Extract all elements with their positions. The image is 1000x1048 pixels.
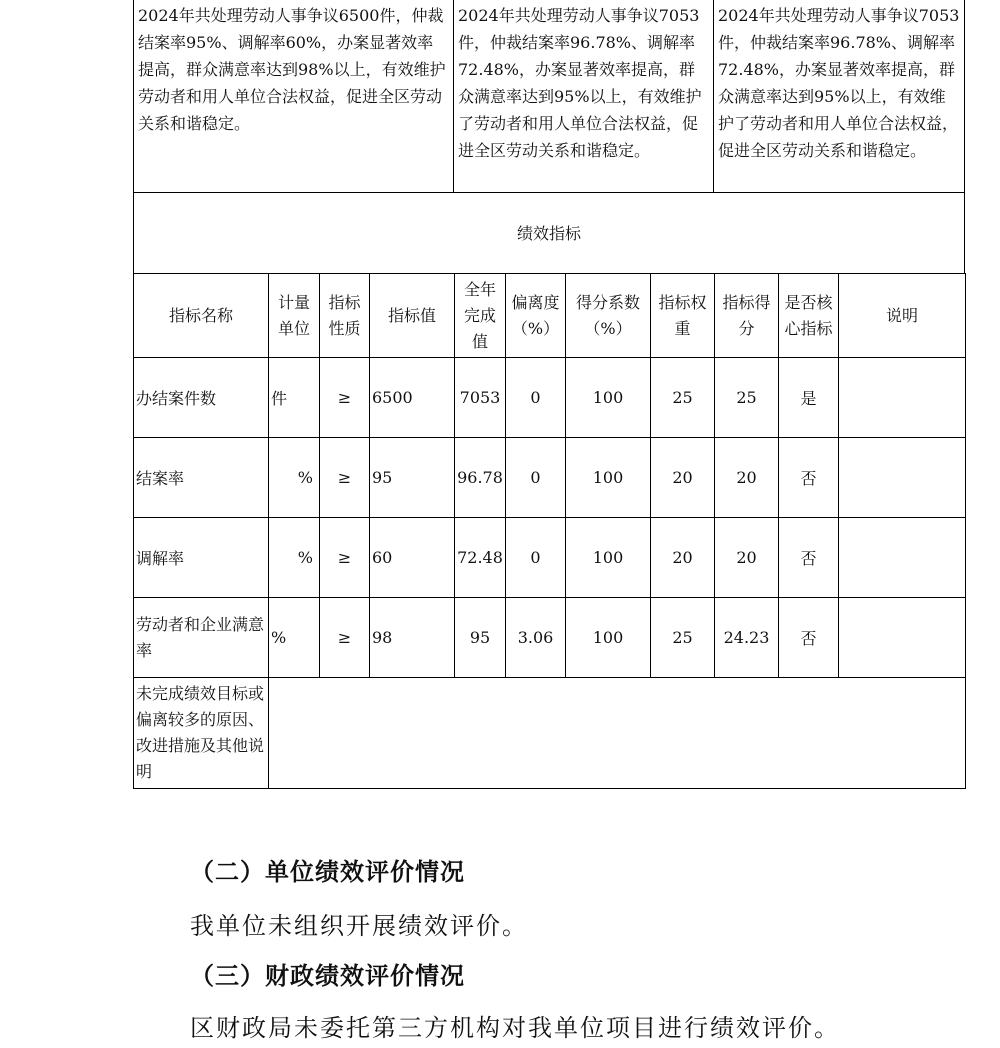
header-cell: 是否核心指标 <box>779 274 839 358</box>
indicator-target: 98 <box>370 598 455 678</box>
indicator-target: 60 <box>370 518 455 598</box>
indicator-deviation: 3.06 <box>506 598 566 678</box>
header-cell: 全年完成值 <box>455 274 506 358</box>
section-heading-finance-evaluation: （三）财政绩效评价情况 <box>190 961 465 990</box>
header-cell: 指标权重 <box>651 274 715 358</box>
performance-indicator-table <box>133 273 966 789</box>
indicator-weight: 20 <box>651 438 715 518</box>
indicator-target: 6500 <box>370 358 455 438</box>
indicator-name: 办结案件数 <box>134 358 269 438</box>
indicator-score: 20 <box>715 438 779 518</box>
indicator-note <box>839 438 966 518</box>
indicator-name: 劳动者和企业满意率 <box>134 598 269 678</box>
indicator-coefficient: 100 <box>566 438 651 518</box>
indicator-coefficient: 100 <box>566 518 651 598</box>
indicator-weight: 20 <box>651 518 715 598</box>
header-cell: 指标名称 <box>134 274 269 358</box>
indicator-actual: 96.78 <box>455 438 506 518</box>
footer-value <box>269 678 966 789</box>
indicator-deviation: 0 <box>506 438 566 518</box>
indicator-weight: 25 <box>651 358 715 438</box>
indicator-target: 95 <box>370 438 455 518</box>
indicator-core: 否 <box>779 518 839 598</box>
table-row <box>134 598 966 678</box>
indicator-weight: 25 <box>651 598 715 678</box>
header-cell: 偏离度（%） <box>506 274 566 358</box>
section-heading-unit-evaluation: （二）单位绩效评价情况 <box>190 857 465 886</box>
indicator-unit: % <box>269 598 320 678</box>
header-cell: 计量单位 <box>269 274 320 358</box>
indicator-core: 是 <box>779 358 839 438</box>
indicator-note <box>839 518 966 598</box>
indicator-score: 24.23 <box>715 598 779 678</box>
section-header-label: 绩效指标 <box>516 224 581 243</box>
indicator-unit: % <box>269 438 320 518</box>
header-cell: 得分系数（%） <box>566 274 651 358</box>
performance-indicators-header <box>133 192 965 274</box>
indicator-coefficient: 100 <box>566 598 651 678</box>
actual-result-text: 2024年共处理劳动人事争议7053件，仲裁结案率96.78%、调解率72.48%，办案显著效率提高，群众满意率达到95%以上，有效维护了劳动者和用人单位合法权益，促进全区劳动关系和谐稳定。 <box>454 0 714 192</box>
target-description-block <box>133 0 965 193</box>
indicator-coefficient: 100 <box>566 358 651 438</box>
indicator-nature: ≥ <box>320 358 370 438</box>
header-cell: 指标值 <box>370 274 455 358</box>
indicator-name: 结案率 <box>134 438 269 518</box>
indicator-deviation: 0 <box>506 518 566 598</box>
section-text-finance-evaluation: 区财政局未委托第三方机构对我单位项目进行绩效评价。 <box>190 1014 840 1042</box>
indicator-core: 否 <box>779 598 839 678</box>
header-cell: 说明 <box>839 274 966 358</box>
header-cell: 指标得分 <box>715 274 779 358</box>
section-text-unit-evaluation: 我单位未组织开展绩效评价。 <box>190 912 528 940</box>
indicator-note <box>839 358 966 438</box>
table-header-row <box>134 274 966 358</box>
header-cell: 指标性质 <box>320 274 370 358</box>
indicator-score: 25 <box>715 358 779 438</box>
annual-target-text: 2024年共处理劳动人事争议6500件，仲裁结案率95%、调解率60%，办案显著效率提高，群众满意率达到98%以上，有效维护劳动者和用人单位合法权益，促进全区劳动关系和谐稳定。 <box>134 0 454 192</box>
indicator-unit: % <box>269 518 320 598</box>
indicator-actual: 7053 <box>455 358 506 438</box>
indicator-note <box>839 598 966 678</box>
indicator-unit: 件 <box>269 358 320 438</box>
indicator-actual: 72.48 <box>455 518 506 598</box>
indicator-actual: 95 <box>455 598 506 678</box>
indicator-deviation: 0 <box>506 358 566 438</box>
footer-label: 未完成绩效目标或偏离较多的原因、改进措施及其他说明 <box>134 678 269 789</box>
indicator-name: 调解率 <box>134 518 269 598</box>
completion-summary-text: 2024年共处理劳动人事争议7053件，仲裁结案率96.78%、调解率72.48%，办案显著效率提高，群众满意率达到95%以上，有效维护了劳动者和用人单位合法权益，促进全区劳动关系和谐稳定。 <box>718 6 960 160</box>
indicator-nature: ≥ <box>320 598 370 678</box>
table-footer-row <box>134 678 966 789</box>
indicator-score: 20 <box>715 518 779 598</box>
indicator-core: 否 <box>779 438 839 518</box>
indicator-nature: ≥ <box>320 438 370 518</box>
table-row <box>134 358 966 438</box>
indicator-nature: ≥ <box>320 518 370 598</box>
table-row <box>134 518 966 598</box>
table-row <box>134 438 966 518</box>
